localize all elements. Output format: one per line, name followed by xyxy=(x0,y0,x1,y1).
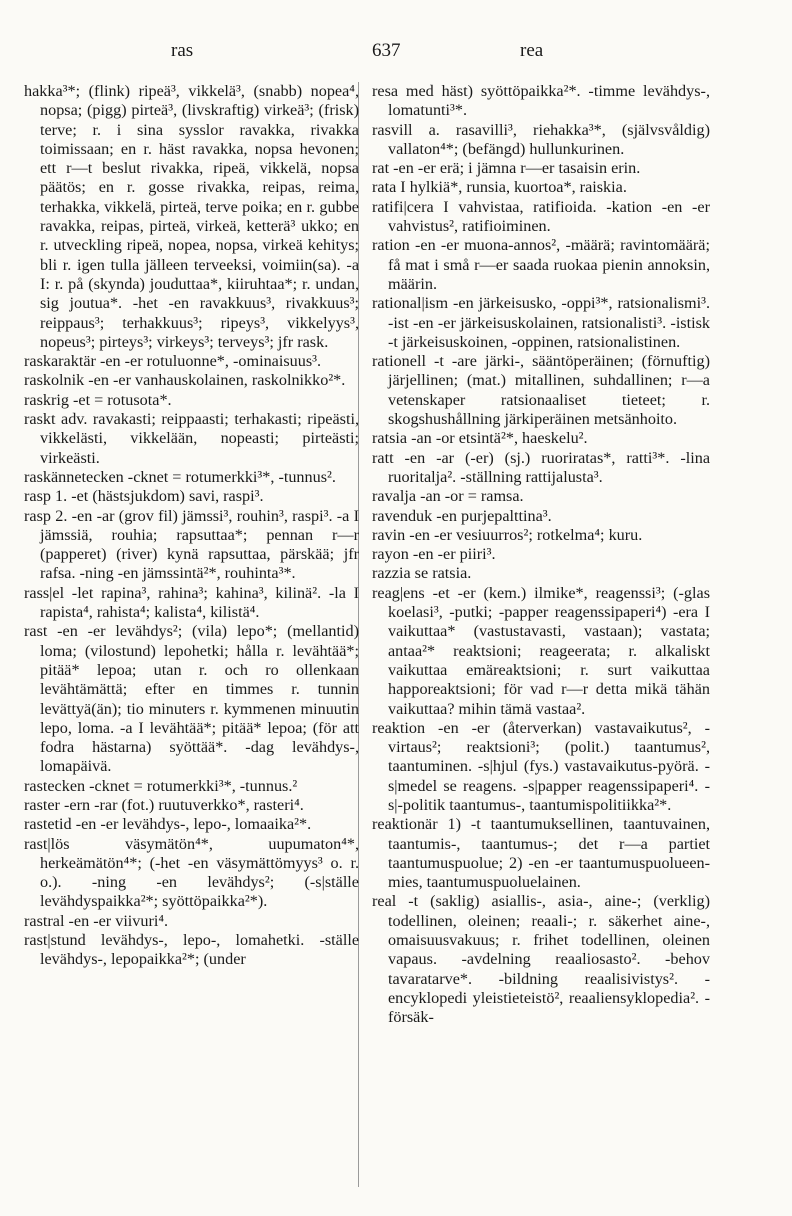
page-header xyxy=(0,40,792,66)
dictionary-entry: rastral -en -er viivuri⁴. xyxy=(24,911,169,930)
dictionary-entry: rasp 1. -et (hästsjukdom) savi, raspi³. xyxy=(24,487,264,506)
dictionary-entry: real -t (saklig) asiallis-, asia-, aine-; (verklig) todellinen, oleinen; reaali-; r. säkerhet aine-, omaisuusvakuus; r. frihet todellinen, oleinen vapaus. -avdelning reaaliosasto². -behov tavaratarve*. -bildning reaalisivistys². -encyklopedi yleistieteistö², reaaliensyklopedia². -försäk- xyxy=(372,892,710,1027)
dictionary-entry: rayon -en -er piiri³. xyxy=(372,545,496,564)
dictionary-entry: raster -ern -rar (fot.) ruutuverkko*, rasteri⁴. xyxy=(24,795,304,814)
dictionary-entry: rasp 2. -en -ar (grov fil) jämssi³, rouhin³, raspi³. -a I jämssiä, rouhia; rapsuttaa*; pennan r—r (papperet) (river) kynä rapsuttaa, pärskää; jfr rafsa. -ning -en jämssintä²*, rouhinta³*. xyxy=(24,506,359,583)
right-column xyxy=(372,82,710,1202)
dictionary-entry: ration -en -er muona-annos², -määrä; ravintomäärä; få mat i små r—er saada ruokaa pienin annoksin, määrin. xyxy=(372,236,710,293)
dictionary-entry: rata I hylkiä*, runsia, kuortoa*, raiskia. xyxy=(372,178,627,197)
page-number: 637 xyxy=(372,40,401,61)
dictionary-entry: rat -en -er erä; i jämna r—er tasaisin erin. xyxy=(372,159,641,178)
dictionary-entry: raskt adv. ravakasti; reippaasti; terhakasti; ripeästi, vikkelästi, vikkelään, nopeasti; pirteästi; virkeästi. xyxy=(24,410,359,467)
dictionary-entry: ravin -en -er vesiuurros²; rotkelma⁴; kuru. xyxy=(372,525,643,544)
header-right-guide-word: rea xyxy=(520,40,544,61)
dictionary-entry: ratsia -an -or etsintä²*, haeskelu². xyxy=(372,429,588,448)
dictionary-entry: raskrig -et = rotusota*. xyxy=(24,390,172,409)
dictionary-entry: reag|ens -et -er (kem.) ilmike*, reagenssi³; (-glas koelasi³, -putki; -papper reagenssipaperi⁴) -era I vaikuttaa* (vastustavasti, vastaan); vastata; antaa²* reaktsioni; reageerata; r. alkaliskt vaikuttaa emäreaktsioni; r. surt vaikuttaa happoreaktsioni; för vad r—r detta mikä tähän vaikuttaa? mihin tämä vastaa². xyxy=(372,583,710,718)
dictionary-entry: raskännetecken -cknet = rotumerkki³*, -tunnus². xyxy=(24,467,336,486)
dictionary-entry: rational|ism -en järkeisusko, -oppi³*, ratsionalismi³. -ist -en -er järkeisuskolainen, ratsionalisti³. -istisk -t järkeisuskoinen, -oppinen, ratsionalistinen. xyxy=(372,294,710,351)
dictionary-entry: raskaraktär -en -er rotuluonne*, -ominaisuus³. xyxy=(24,352,322,371)
dictionary-entry: ratt -en -ar (-er) (sj.) ruoriratas*, ratti³*. -lina ruoritalja². -ställning rattijalusta³. xyxy=(372,448,710,486)
dictionary-entry: rass|el -let rapina³, rahina³; kahina³, kilinä². -la I rapista⁴, rahista⁴; kalista⁴, kilistä⁴. xyxy=(24,583,359,622)
dictionary-entry: rast|stund levähdys-, lepo-, lomahetki. -ställe levähdys-, lepopaikka²*; (under xyxy=(24,931,359,969)
header-left-guide-word: ras xyxy=(171,40,194,61)
dictionary-entry: ravalja -an -or = ramsa. xyxy=(372,487,524,506)
dictionary-entry: rastecken -cknet = rotumerkki³*, -tunnus.² xyxy=(24,776,298,795)
dictionary-entry: rast -en -er levähdys²; (vila) lepo*; (mellantid) loma; (vilostund) lepohetki; hålla r. levähtää*; pitää* lepoa; utan r. och ro ollenkaan levähtämättä; efter en timmes r. tunnin levättyä(än); tio minuters r. kymmenen minuutin lepo, loma. -a I levähtää*; pitää* lepoa; (för att fodra hästarna) syöttää*. -dag levähdys-, lomapäivä. xyxy=(24,622,359,776)
dictionary-entry: reaktion -en -er (återverkan) vastavaikutus², -virtaus²; reaktsioni³; (polit.) taantumus², taantuminen. -s|hjul (fys.) vastavaikutus-pyörä. -s|medel se reagens. -s|papper reagenssipaperi⁴. -s|-politik taantumus-, taantumispolitiikka²*. xyxy=(372,718,710,814)
dictionary-entry: reaktionär 1) -t taantumuksellinen, taantuvainen, taantumis-, taantumus-; det r—a partiet taantumuspuolue; 2) -en -er taantumuspuolueen-mies, taantumuspuoluelainen. xyxy=(372,815,710,892)
dictionary-entry: ravenduk -en purjepalttina³. xyxy=(372,506,552,525)
dictionary-entry: rasvill a. rasavilli³, riehakka³*, (självsvåldig) vallaton⁴*; (befängd) hullunkurinen. xyxy=(372,120,710,158)
dictionary-entry: rastetid -en -er levähdys-, lepo-, lomaaika²*. xyxy=(24,815,312,834)
dictionary-entry: rast|lös väsymätön⁴*, uupumaton⁴*, herkeämätön⁴*; (-het -en väsymättömyys³ o. r. o.). -ning -en levähdys²; (-s|ställe levähdyspaikka²*; syöttöpaikka²*). xyxy=(24,834,359,911)
dictionary-entry: resa med häst) syöttöpaikka²*. -timme levähdys-, lomatunti³*. xyxy=(372,82,710,120)
dictionary-entry: rationell -t -are järki-, sääntöperäinen; (förnuftig) järjellinen; (mat.) mitallinen, suhdallinen; r—a vetenskaper ratsionaaliset tieteet; r. skogshushållning järkiperäinen metsänhoito. xyxy=(372,352,710,429)
dictionary-entry: hakka³*; (flink) ripeä³, vikkelä³, (snabb) nopea⁴, nopsa; (pigg) pirteä³, (livskraftig) virkeä³; (frisk) terve; r. i sina sysslor ravakka, rivakka toimissaan; en r. häst ravakka, nopsa hevonen; ett r—t beslut rivakka, ripeä, vikkelä, nopsa päätös; en r. gosse rivakka, reipas, reima, terhakka, vikkelä, pirteä, terve poika; en r. gubbe ravakka, reipas, pirteä, virkeä, ketterä³ ukko; en r. utveckling ripeä, nopea, nopsa, virkeä kehitys; bli r. igen tulla jälleen terveeksi, voimiin(sa). -a I: r. på (skynda) jouduttaa*, kiiruhtaa*; r. undan, sig joutua*. -het -en ravakkuus³, rivakkuus³; reippaus³; terhakkuus³; ripeys³, vikkelyys³, nopeus³; pirteys³; virkeys³; terveys³; jfr rask. xyxy=(24,82,359,351)
dictionary-entry: ratifi|cera I vahvistaa, ratifioida. -kation -en -er vahvistus², ratifioiminen. xyxy=(372,197,710,236)
dictionary-entry: raskolnik -en -er vanhauskolainen, raskolnikko²*. xyxy=(24,371,346,390)
left-column xyxy=(24,82,359,1202)
dictionary-entry: razzia se ratsia. xyxy=(372,564,472,583)
